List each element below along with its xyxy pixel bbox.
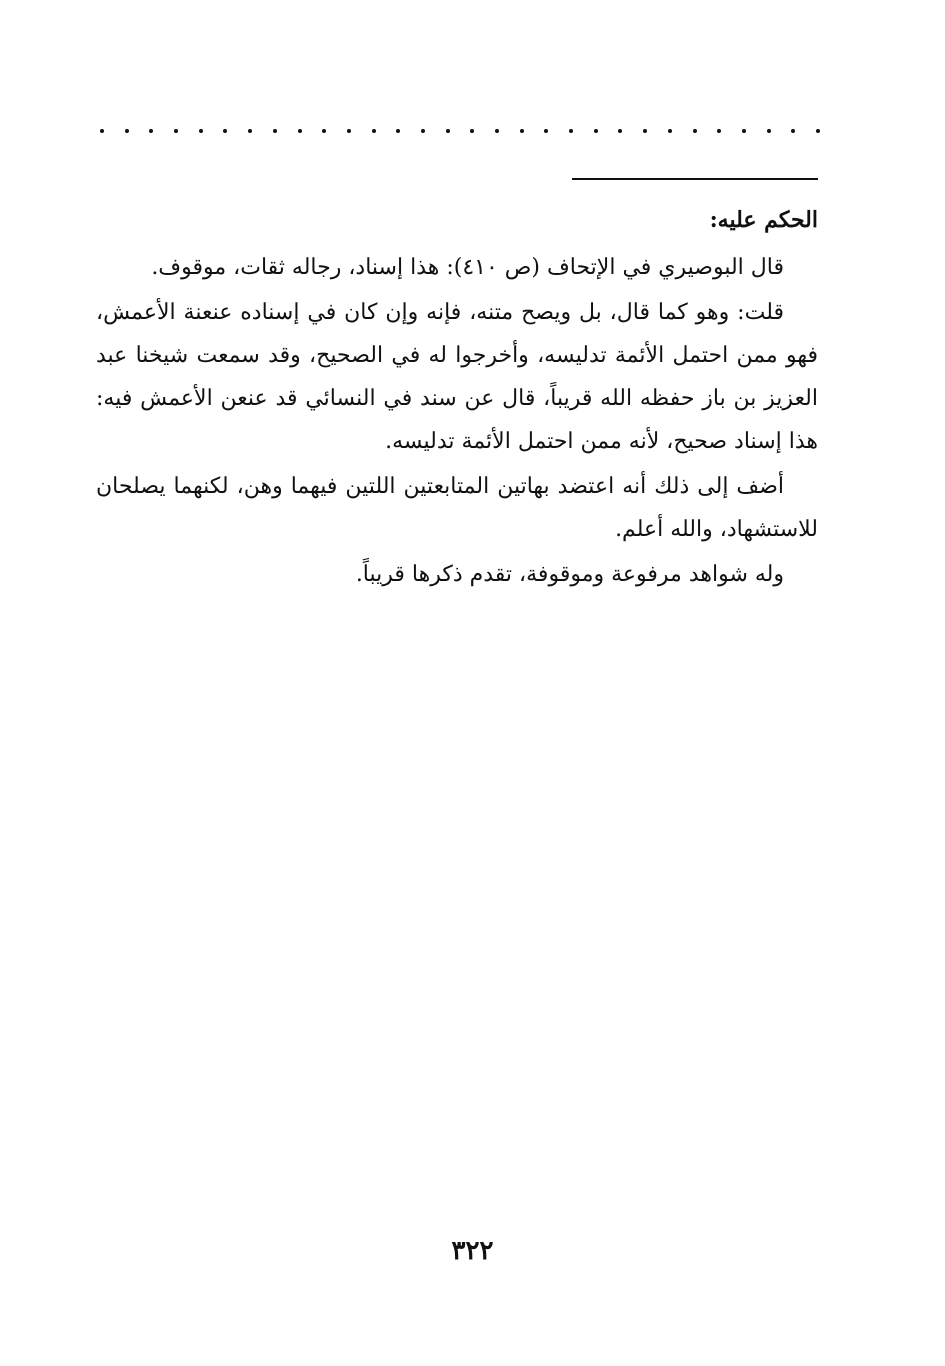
separator-dot <box>421 129 425 133</box>
dotted-separator <box>100 124 820 138</box>
separator-dot <box>199 129 203 133</box>
heading-rule <box>572 178 818 180</box>
separator-dot <box>273 129 277 133</box>
separator-dot <box>693 129 697 133</box>
separator-dot <box>495 129 499 133</box>
separator-dot <box>767 129 771 133</box>
separator-dot <box>347 129 351 133</box>
paragraph-witnesses: وله شواهد مرفوعة وموقوفة، تقدم ذكرها قريباً. <box>355 562 784 587</box>
paragraph-supporting-chains: أضف إلى ذلك أنه اعتضد بهاتين المتابعتين اللتين فيهما وهن، لكنهما يصلحان للاستشهاد، والله أعلم. <box>96 474 818 542</box>
separator-dot <box>248 129 252 133</box>
paragraph-busiri: قال البوصيري في الإتحاف (ص ٤١٠): هذا إسناد، رجاله ثقات، موقوف. <box>151 255 784 280</box>
paragraph-author-comment: قلت: وهو كما قال، بل ويصح متنه، فإنه وإن كان في إسناده عنعنة الأعمش، فهو ممن احتمل الأئمة تدليسه، وأخرجوا له في الصحيح، وقد سمعت شيخنا عبد العزيز بن باز حفظه الله قريباً، قال عن سند في النسائي قد عنعن الأعمش فيه: هذا إسناد صحيح، لأنه ممن احتمل الأئمة تدليسه. <box>96 300 818 454</box>
separator-dot <box>742 129 746 133</box>
separator-dot <box>100 129 104 133</box>
separator-dot <box>372 129 376 133</box>
separator-dot <box>298 129 302 133</box>
separator-dot <box>174 129 178 133</box>
page-content <box>96 200 818 598</box>
separator-dot <box>791 129 795 133</box>
separator-dot <box>223 129 227 133</box>
separator-dot <box>446 129 450 133</box>
separator-dot <box>470 129 474 133</box>
separator-dot <box>396 129 400 133</box>
separator-dot <box>322 129 326 133</box>
page-number: ٣٢٢ <box>451 1236 494 1266</box>
separator-dot <box>618 129 622 133</box>
separator-dot <box>544 129 548 133</box>
separator-dot <box>569 129 573 133</box>
separator-dot <box>643 129 647 133</box>
separator-dot <box>816 129 820 133</box>
separator-dot <box>125 129 129 133</box>
separator-dot <box>594 129 598 133</box>
separator-dot <box>149 129 153 133</box>
separator-dot <box>717 129 721 133</box>
section-heading: الحكم عليه: <box>709 207 818 233</box>
separator-dot <box>520 129 524 133</box>
separator-dot <box>668 129 672 133</box>
